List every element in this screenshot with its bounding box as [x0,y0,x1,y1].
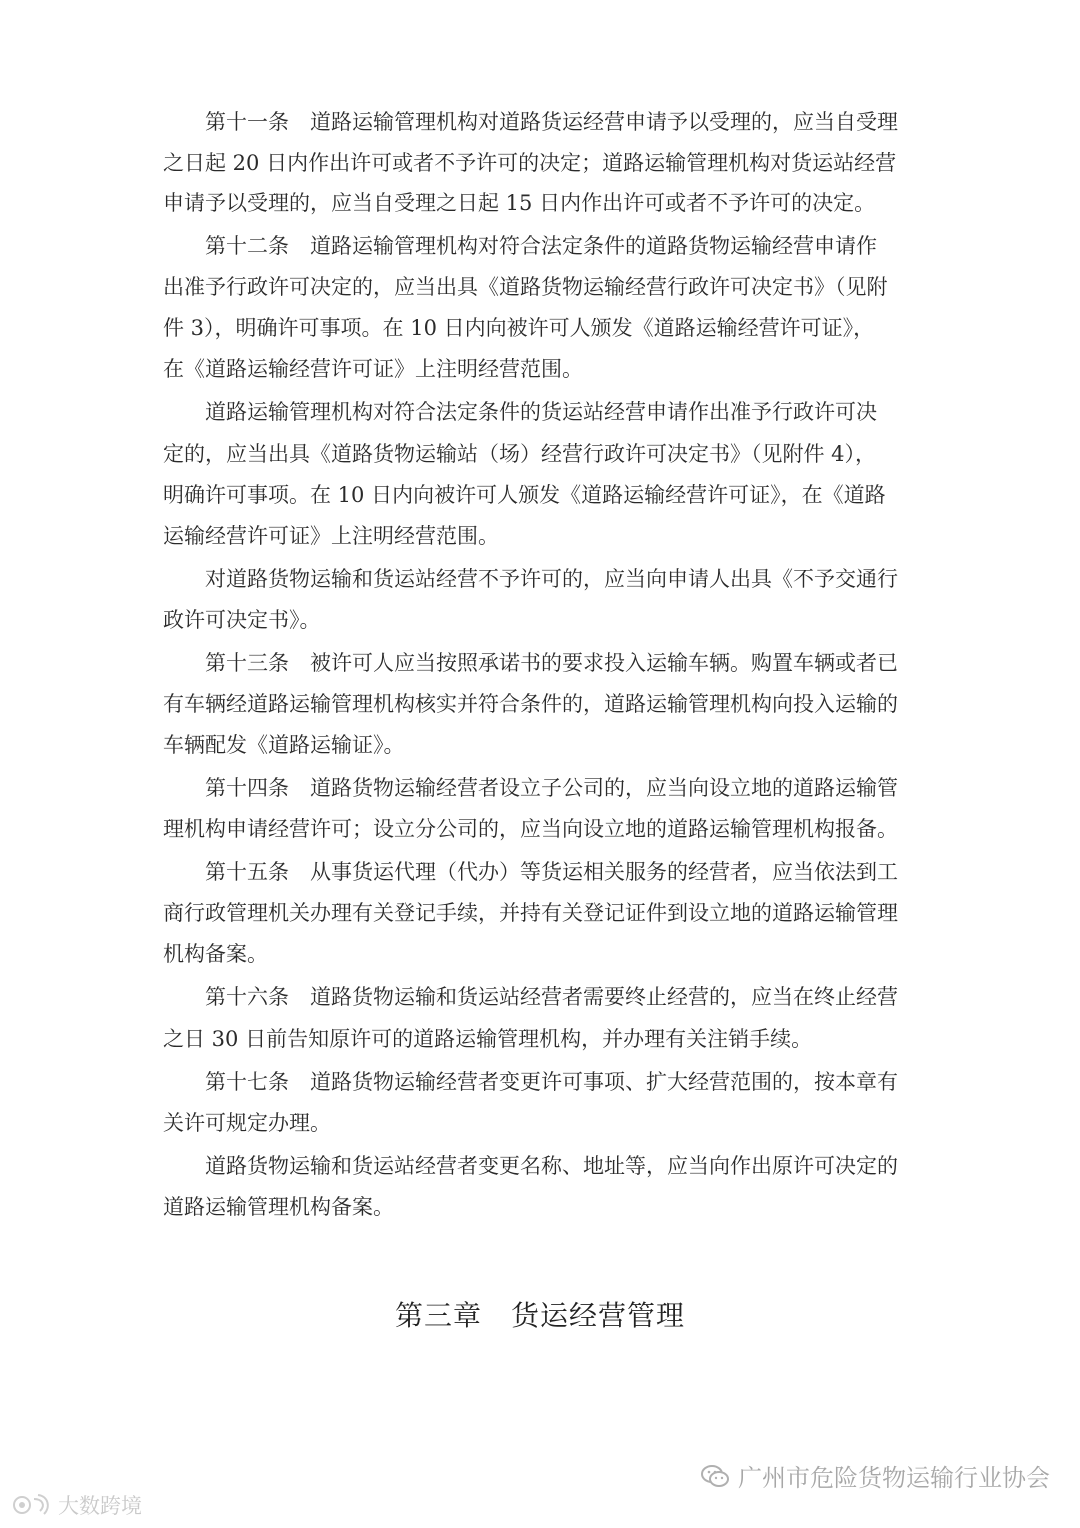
text-line: 件 3），明确许可事项。在 10 日内向被许可人颁发《道路运输经营许可证》， [163,316,875,340]
text-line: 道路运输管理机构对符合法定条件的货运站经营申请作出准予行政许可决 [163,400,877,424]
text-line: 定的，应当出具《道路货物运输站（场）经营行政许可决定书》（见附件 4）， [163,442,877,466]
text-line: 第十五条 从事货运代理（代办）等货运相关服务的经营者，应当依法到工 [163,860,898,884]
text-line: 第十四条 道路货物运输经营者设立子公司的，应当向设立地的道路运输管 [163,776,898,800]
text-line: 理机构申请经营许可；设立分公司的，应当向设立地的道路运输管理机构报备。 [163,817,898,841]
watermark-left [10,1490,142,1520]
watermark-right [700,1458,1050,1493]
text-line: 第十二条 道路运输管理机构对符合法定条件的道路货物运输经营申请作 [163,234,877,258]
text-line: 之日起 20 日内作出许可或者不予许可的决定；道路运输管理机构对货运站经营 [163,151,897,175]
weibo-like-icon [10,1493,52,1517]
text-line: 机构备案。 [163,942,268,966]
text-line: 第十一条 道路运输管理机构对道路货运经营申请予以受理的，应当自受理 [163,110,898,134]
text-line: 关许可规定办理。 [163,1111,331,1135]
chapter-title: 第三章 货运经营管理 [394,1299,685,1332]
text-line: 对道路货物运输和货运站经营不予许可的，应当向申请人出具《不予交通行 [163,567,898,591]
text-line: 道路货物运输和货运站经营者变更名称、地址等，应当向作出原许可决定的 [163,1154,898,1178]
text-line: 政许可决定书》。 [163,608,321,632]
wechat-icon [700,1463,730,1489]
text-line: 申请予以受理的，应当自受理之日起 15 日内作出许可或者不予许可的决定。 [163,191,876,215]
text-line: 明确许可事项。在 10 日内向被许可人颁发《道路运输经营许可证》，在《道路 [163,483,886,507]
watermark-left-text: 大数跨境 [58,1494,142,1518]
text-line: 运输经营许可证》上注明经营范围。 [163,524,499,548]
text-line: 道路运输管理机构备案。 [163,1195,394,1219]
text-line: 之日 30 日前告知原许可的道路运输管理机构，并办理有关注销手续。 [163,1027,813,1051]
text-line: 出准予行政许可决定的，应当出具《道路货物运输经营行政许可决定书》（见附 [163,275,888,299]
text-line: 在《道路运输经营许可证》上注明经营范围。 [163,357,583,381]
text-line: 第十三条 被许可人应当按照承诺书的要求投入运输车辆。购置车辆或者已 [163,651,898,675]
text-line: 第十七条 道路货物运输经营者变更许可事项、扩大经营范围的，按本章有 [163,1070,898,1094]
text-line: 车辆配发《道路运输证》。 [163,733,405,757]
text-line: 商行政管理机关办理有关登记手续，并持有关登记证件到设立地的道路运输管理 [163,901,898,925]
text-line: 第十六条 道路货物运输和货运站经营者需要终止经营的，应当在终止经营 [163,985,898,1009]
text-line: 有车辆经道路运输管理机构核实并符合条件的，道路运输管理机构向投入运输的 [163,692,898,716]
watermark-right-text: 广州市危险货物运输行业协会 [738,1464,1050,1492]
